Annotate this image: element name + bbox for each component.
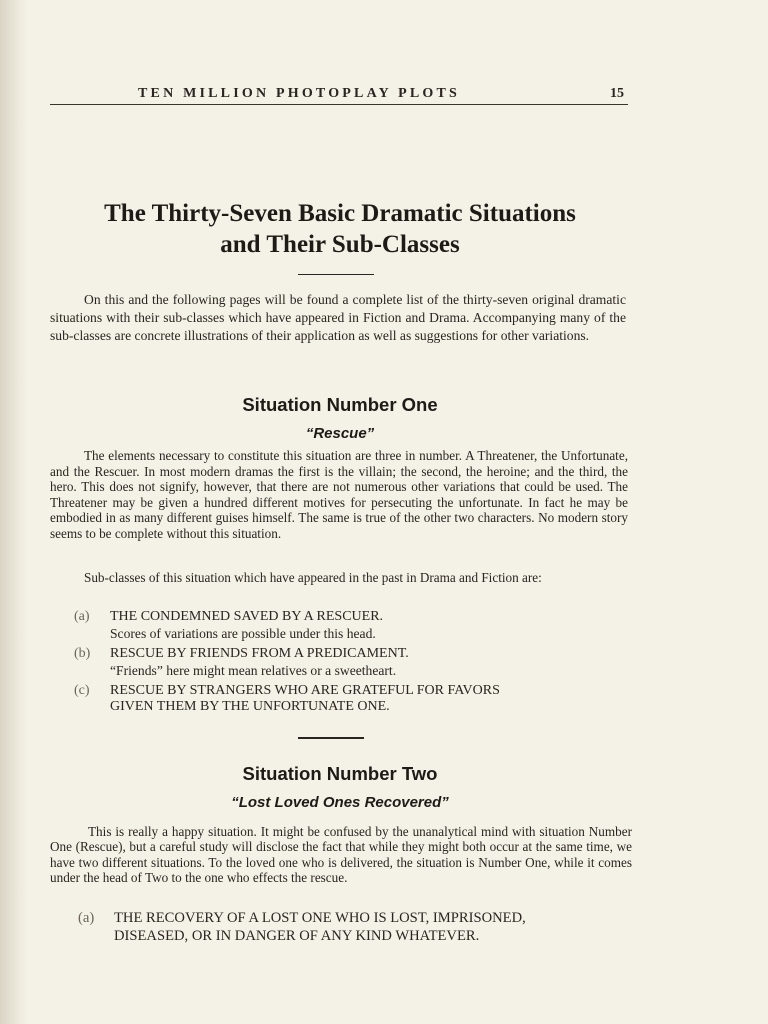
item-text: RESCUE BY FRIENDS FROM A PREDICAMENT. [110,646,409,661]
item-text: RESCUE BY STRANGERS WHO ARE GRATEFUL FOR FAVORS [110,683,500,698]
running-header [50,86,628,105]
item-letter: (a) [74,609,90,624]
chapter-title-line-1: The Thirty-Seven Basic Dramatic Situations [104,200,576,227]
item-text: THE RECOVERY OF A LOST ONE WHO IS LOST, IMPRISONED, [114,910,526,926]
running-title: TEN MILLION PHOTOPLAY PLOTS [138,86,460,101]
situation-two-subtitle: “Lost Loved Ones Recovered” [231,794,449,811]
item-letter: (c) [74,683,90,698]
item-text-continued: GIVEN THEM BY THE UNFORTUNATE ONE. [110,699,390,714]
situation-one-body: The elements necessary to constitute this situation are three in number. A Threatener, the Unfortunate, and the Rescuer. In most modern dramas the first is the villain; the second, the heroine; and the third, the hero. This does not signify, however, that there are not numerous other variations that could be used. The Threatener may be given a hundred different motives for persecuting the unfortunate. In fact he may be embodied in as many different guises himself. The same is true of the other two characters. No modern story seems to be complete without this situation. [50,448,628,541]
item-letter: (b) [74,646,91,661]
item-text: THE CONDEMNED SAVED BY A RESCUER. [110,609,384,624]
title-divider [298,274,374,275]
item-letter: (a) [78,910,95,926]
situation-one-heading: Situation Number One [242,394,438,415]
situation-two-heading: Situation Number Two [242,763,438,784]
item-text-continued: DISEASED, OR IN DANGER OF ANY KIND WHATEVER. [114,928,480,944]
chapter-title [40,198,640,260]
intro-paragraph: On this and the following pages will be found a complete list of the thirty-seven original dramatic situations with their sub-classes which have appeared in Fiction and Drama. Accompanying many of the sub-classes are concrete illustrations of their application as well as suggestions for other variations. [50,292,626,344]
situation-one-subclasses-intro: Sub-classes of this situation which have appeared in the past in Drama and Fiction are: [84,570,542,585]
situation-one-subtitle: “Rescue” [305,425,375,442]
page-number: 15 [610,86,624,101]
section-divider [298,737,364,739]
situation-two-body: This is really a happy situation. It might be confused by the unanalytical mind with situation Number One (Rescue), but a careful study will disclose the fact that while they might both occur at the same time, we have two different situations. To the loved one who is delivered, the situation is Number One, while it comes under the head of Two to the one who effects the rescue. [50,824,632,886]
chapter-title-line-2: and Their Sub-Classes [220,231,460,258]
page-shadow-edge [0,0,28,1024]
item-note: “Friends” here might mean relatives or a sweetheart. [110,663,397,678]
item-note: Scores of variations are possible under this head. [110,626,376,641]
